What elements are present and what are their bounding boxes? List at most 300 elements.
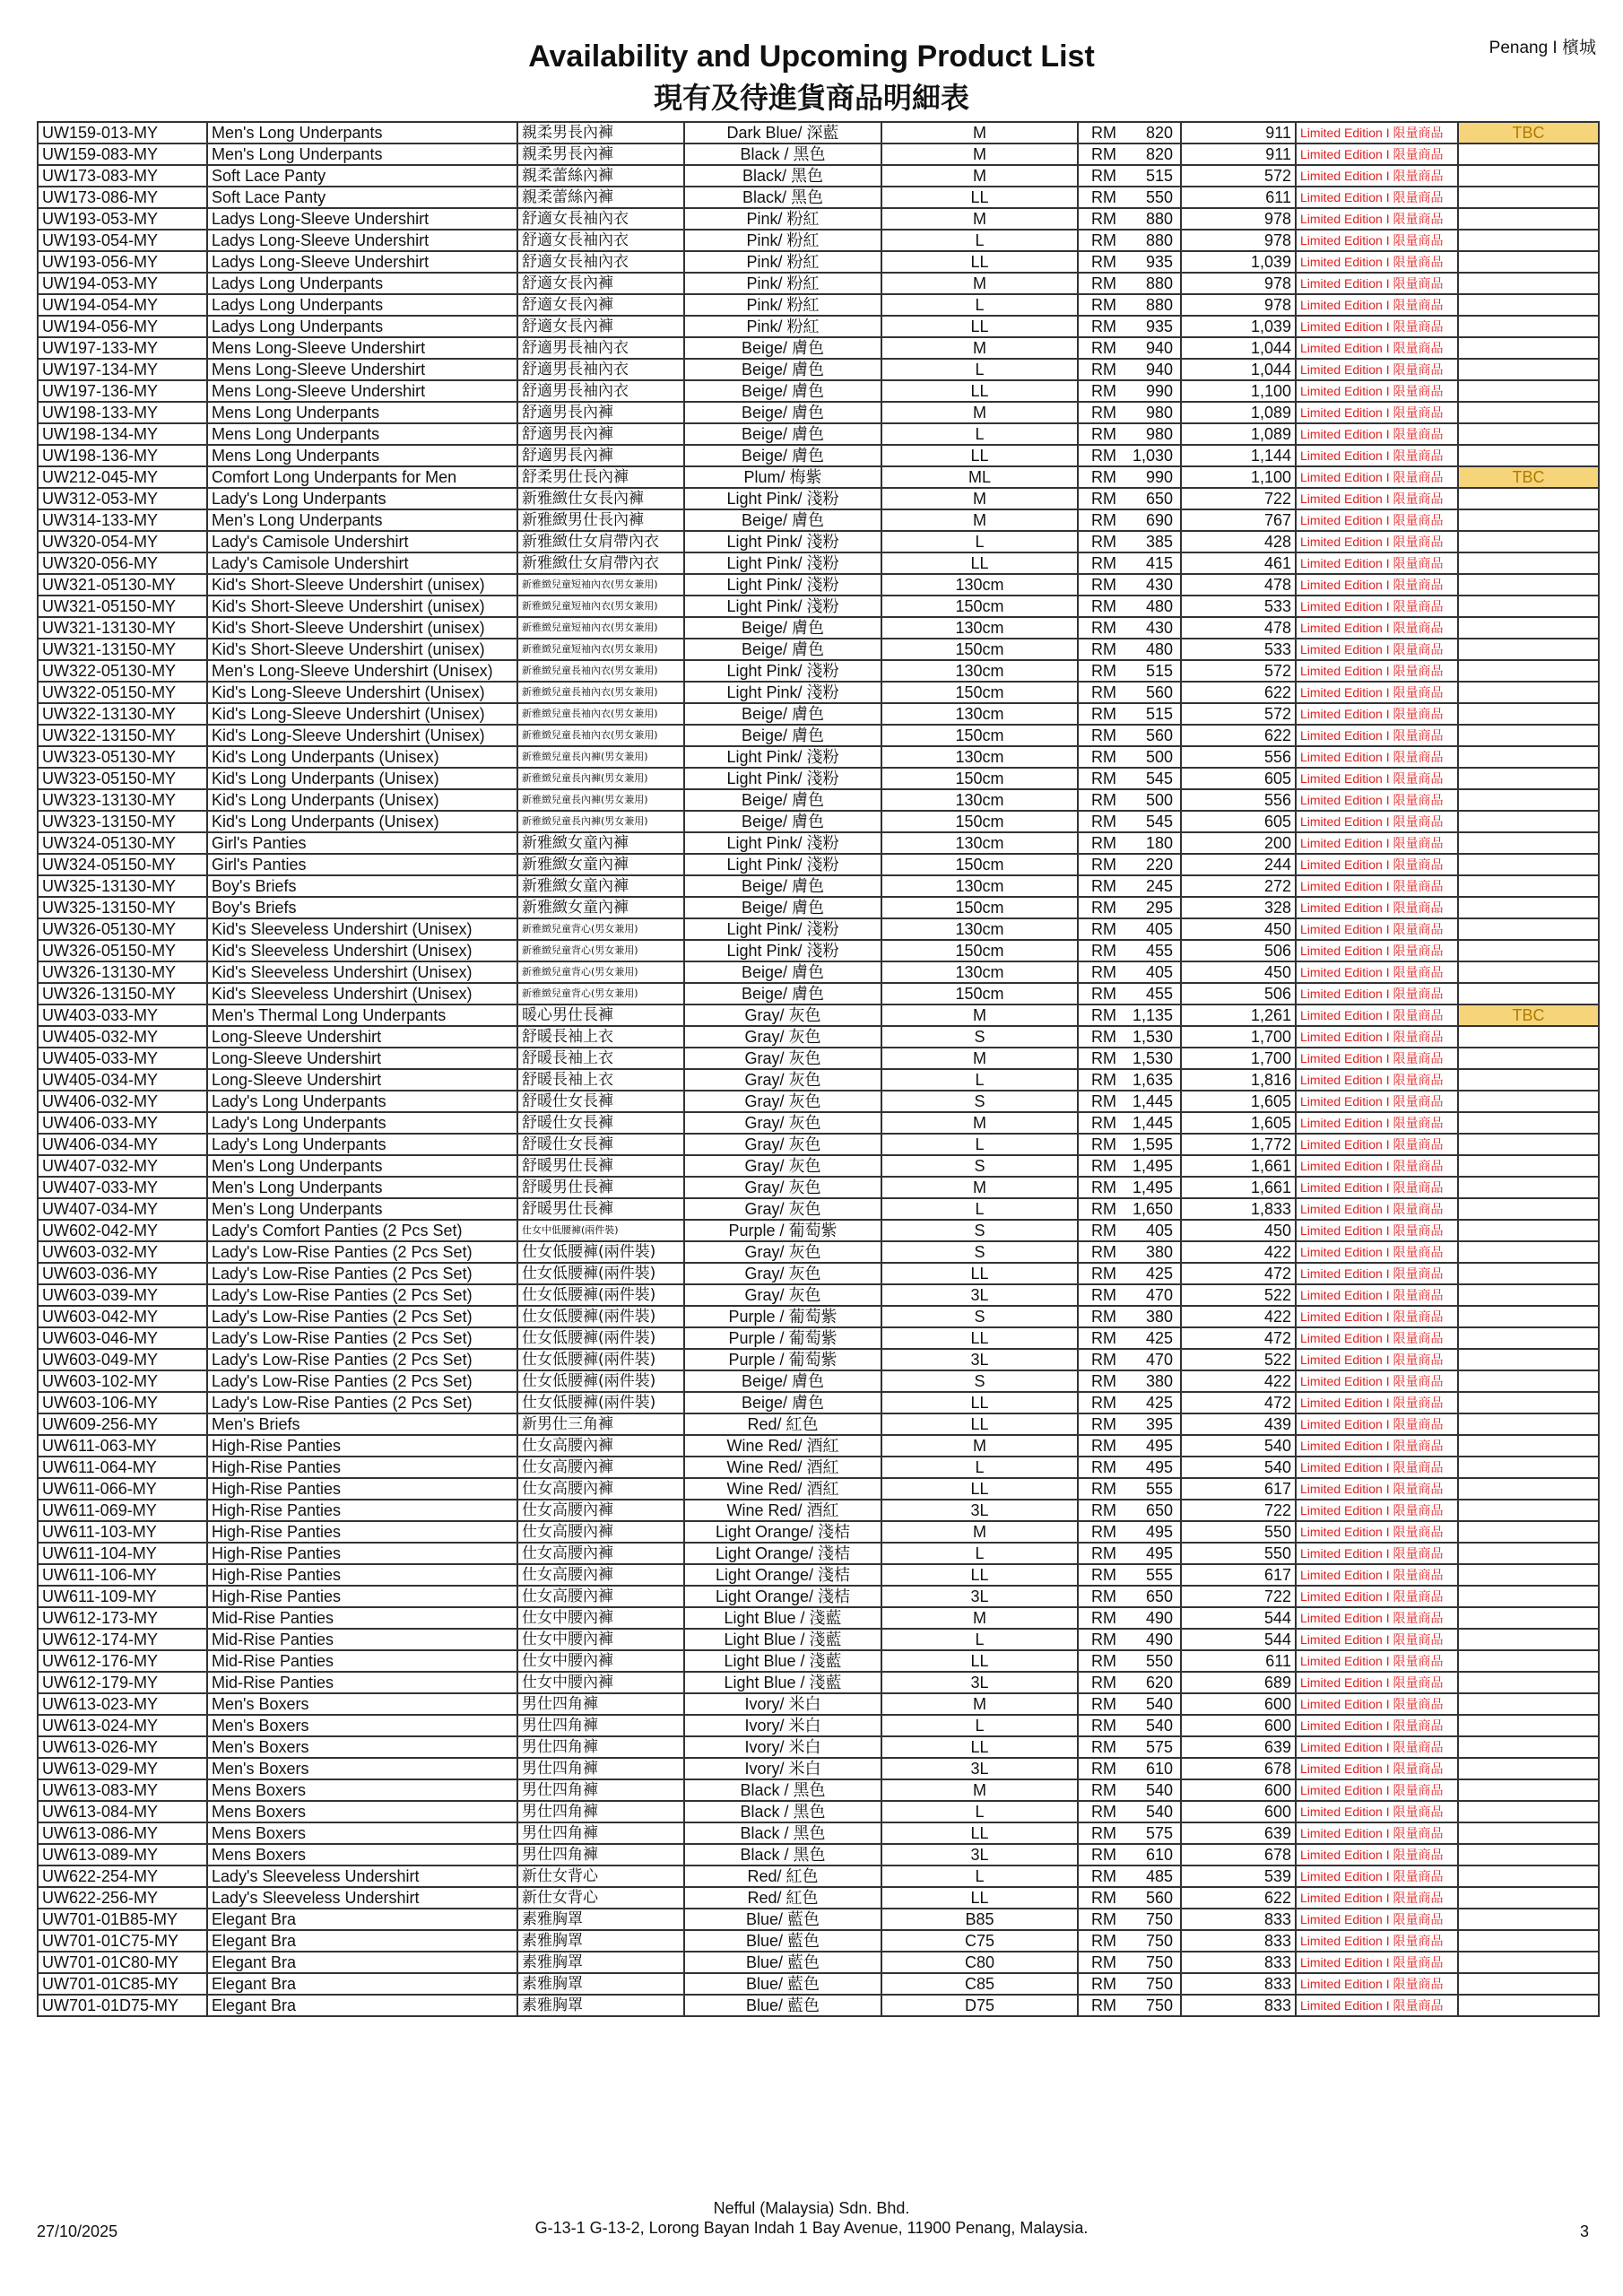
product-name-chinese: 男仕四角褲 bbox=[517, 1736, 684, 1758]
product-name-chinese: 舒適女長內褲 bbox=[517, 273, 684, 294]
product-size: L bbox=[881, 1198, 1078, 1220]
table-row bbox=[38, 1306, 1599, 1327]
availability-note bbox=[1458, 1026, 1599, 1048]
member-price: 500 bbox=[1127, 746, 1181, 768]
currency-label: RM bbox=[1078, 552, 1127, 574]
product-code: UW406-033-MY bbox=[38, 1112, 207, 1134]
table-row bbox=[38, 1758, 1599, 1779]
status-badge: Limited Edition I 限量商品 bbox=[1296, 811, 1458, 832]
retail-price: 1,044 bbox=[1181, 337, 1296, 359]
member-price: 245 bbox=[1127, 875, 1181, 897]
table-row bbox=[38, 187, 1599, 208]
product-name: Mid-Rise Panties bbox=[207, 1650, 517, 1672]
product-name: Kid's Sleeveless Undershirt (Unisex) bbox=[207, 940, 517, 961]
product-color: Beige/ 膚色 bbox=[684, 402, 881, 423]
retail-price: 911 bbox=[1181, 144, 1296, 165]
product-name-chinese: 新雅緻女童內褲 bbox=[517, 875, 684, 897]
product-name: Lady's Low-Rise Panties (2 Pcs Set) bbox=[207, 1370, 517, 1392]
retail-price: 200 bbox=[1181, 832, 1296, 854]
currency-label: RM bbox=[1078, 1586, 1127, 1607]
retail-price: 550 bbox=[1181, 1521, 1296, 1543]
product-size: 130cm bbox=[881, 918, 1078, 940]
retail-price: 439 bbox=[1181, 1413, 1296, 1435]
table-row bbox=[38, 703, 1599, 725]
table-row bbox=[38, 1715, 1599, 1736]
product-size: LL bbox=[881, 1736, 1078, 1758]
product-color: Ivory/ 米白 bbox=[684, 1715, 881, 1736]
member-price: 515 bbox=[1127, 660, 1181, 682]
table-row bbox=[38, 531, 1599, 552]
currency-label: RM bbox=[1078, 811, 1127, 832]
table-row bbox=[38, 402, 1599, 423]
retail-price: 622 bbox=[1181, 682, 1296, 703]
product-color: Ivory/ 米白 bbox=[684, 1758, 881, 1779]
product-name: Lady's Sleeveless Undershirt bbox=[207, 1887, 517, 1909]
product-color: Black / 黑色 bbox=[684, 1779, 881, 1801]
retail-price: 428 bbox=[1181, 531, 1296, 552]
product-color: Light Pink/ 淺粉 bbox=[684, 488, 881, 509]
product-name: Girl's Panties bbox=[207, 832, 517, 854]
retail-price: 328 bbox=[1181, 897, 1296, 918]
member-price: 1,445 bbox=[1127, 1091, 1181, 1112]
product-size: LL bbox=[881, 380, 1078, 402]
currency-label: RM bbox=[1078, 1177, 1127, 1198]
retail-price: 506 bbox=[1181, 940, 1296, 961]
product-name-chinese: 仕女低腰褲(兩件裝) bbox=[517, 1284, 684, 1306]
product-color: Wine Red/ 酒紅 bbox=[684, 1500, 881, 1521]
availability-note bbox=[1458, 1500, 1599, 1521]
product-name-chinese: 新仕女背心 bbox=[517, 1887, 684, 1909]
status-badge: Limited Edition I 限量商品 bbox=[1296, 531, 1458, 552]
availability-note bbox=[1458, 1478, 1599, 1500]
currency-label: RM bbox=[1078, 423, 1127, 445]
product-color: Light Blue / 淺藍 bbox=[684, 1650, 881, 1672]
member-price: 495 bbox=[1127, 1543, 1181, 1564]
product-size: M bbox=[881, 1177, 1078, 1198]
table-row bbox=[38, 725, 1599, 746]
availability-note bbox=[1458, 1155, 1599, 1177]
product-color: Beige/ 膚色 bbox=[684, 509, 881, 531]
product-name-chinese: 新仕女背心 bbox=[517, 1866, 684, 1887]
status-badge: Limited Edition I 限量商品 bbox=[1296, 639, 1458, 660]
product-name-chinese: 男仕四角褲 bbox=[517, 1715, 684, 1736]
product-name: Mid-Rise Panties bbox=[207, 1672, 517, 1693]
product-name-chinese: 舒暖仕女長褲 bbox=[517, 1091, 684, 1112]
product-name-chinese: 舒暖男仕長褲 bbox=[517, 1198, 684, 1220]
table-row bbox=[38, 1155, 1599, 1177]
product-size: M bbox=[881, 122, 1078, 144]
member-price: 515 bbox=[1127, 165, 1181, 187]
availability-note bbox=[1458, 1693, 1599, 1715]
product-name-chinese: 新雅緻兒童短袖內衣(男女兼用) bbox=[517, 574, 684, 596]
currency-label: RM bbox=[1078, 1370, 1127, 1392]
product-size: M bbox=[881, 273, 1078, 294]
product-color: Purple / 葡萄紫 bbox=[684, 1349, 881, 1370]
member-price: 560 bbox=[1127, 682, 1181, 703]
retail-price: 472 bbox=[1181, 1327, 1296, 1349]
retail-price: 544 bbox=[1181, 1629, 1296, 1650]
product-code: UW173-086-MY bbox=[38, 187, 207, 208]
currency-label: RM bbox=[1078, 1435, 1127, 1457]
product-name-chinese: 舒暖長袖上衣 bbox=[517, 1048, 684, 1069]
currency-label: RM bbox=[1078, 316, 1127, 337]
product-size: L bbox=[881, 294, 1078, 316]
table-row bbox=[38, 208, 1599, 230]
member-price: 540 bbox=[1127, 1779, 1181, 1801]
currency-label: RM bbox=[1078, 1091, 1127, 1112]
table-row bbox=[38, 596, 1599, 617]
table-row bbox=[38, 1370, 1599, 1392]
availability-note bbox=[1458, 617, 1599, 639]
retail-price: 1,144 bbox=[1181, 445, 1296, 466]
status-badge: Limited Edition I 限量商品 bbox=[1296, 1693, 1458, 1715]
product-code: UW198-134-MY bbox=[38, 423, 207, 445]
status-badge: Limited Edition I 限量商品 bbox=[1296, 230, 1458, 251]
currency-label: RM bbox=[1078, 466, 1127, 488]
product-name-chinese: 新雅緻兒童背心(男女兼用) bbox=[517, 983, 684, 1004]
member-price: 470 bbox=[1127, 1349, 1181, 1370]
product-color: Black/ 黑色 bbox=[684, 165, 881, 187]
table-row bbox=[38, 1392, 1599, 1413]
table-row bbox=[38, 854, 1599, 875]
availability-note bbox=[1458, 746, 1599, 768]
product-name: Men's Boxers bbox=[207, 1715, 517, 1736]
retail-price: 572 bbox=[1181, 703, 1296, 725]
status-badge: Limited Edition I 限量商品 bbox=[1296, 380, 1458, 402]
product-code: UW609-256-MY bbox=[38, 1413, 207, 1435]
table-row bbox=[38, 1866, 1599, 1887]
product-code: UW322-13130-MY bbox=[38, 703, 207, 725]
table-row bbox=[38, 165, 1599, 187]
table-row bbox=[38, 1091, 1599, 1112]
table-row bbox=[38, 1284, 1599, 1306]
product-size: 150cm bbox=[881, 639, 1078, 660]
product-size: M bbox=[881, 1779, 1078, 1801]
product-code: UW603-039-MY bbox=[38, 1284, 207, 1306]
status-badge: Limited Edition I 限量商品 bbox=[1296, 574, 1458, 596]
product-size: 130cm bbox=[881, 617, 1078, 639]
table-row bbox=[38, 1026, 1599, 1048]
status-badge: Limited Edition I 限量商品 bbox=[1296, 1779, 1458, 1801]
status-badge: Limited Edition I 限量商品 bbox=[1296, 1327, 1458, 1349]
retail-price: 461 bbox=[1181, 552, 1296, 574]
product-color: Black / 黑色 bbox=[684, 1844, 881, 1866]
member-price: 540 bbox=[1127, 1801, 1181, 1822]
status-badge: Limited Edition I 限量商品 bbox=[1296, 1392, 1458, 1413]
product-name-chinese: 舒暖仕女長褲 bbox=[517, 1134, 684, 1155]
product-code: UW611-109-MY bbox=[38, 1586, 207, 1607]
retail-price: 722 bbox=[1181, 1500, 1296, 1521]
availability-note bbox=[1458, 789, 1599, 811]
product-color: Light Pink/ 淺粉 bbox=[684, 682, 881, 703]
status-badge: Limited Edition I 限量商品 bbox=[1296, 359, 1458, 380]
availability-note bbox=[1458, 1952, 1599, 1973]
status-badge: Limited Edition I 限量商品 bbox=[1296, 273, 1458, 294]
member-price: 495 bbox=[1127, 1435, 1181, 1457]
currency-label: RM bbox=[1078, 1995, 1127, 2016]
member-price: 180 bbox=[1127, 832, 1181, 854]
status-badge: Limited Edition I 限量商品 bbox=[1296, 165, 1458, 187]
status-badge: Limited Edition I 限量商品 bbox=[1296, 1952, 1458, 1973]
retail-price: 422 bbox=[1181, 1241, 1296, 1263]
product-color: Blue/ 藍色 bbox=[684, 1930, 881, 1952]
table-row bbox=[38, 144, 1599, 165]
member-price: 550 bbox=[1127, 1650, 1181, 1672]
product-color: Beige/ 膚色 bbox=[684, 639, 881, 660]
product-code: UW407-033-MY bbox=[38, 1177, 207, 1198]
currency-label: RM bbox=[1078, 596, 1127, 617]
product-size: L bbox=[881, 1543, 1078, 1564]
currency-label: RM bbox=[1078, 445, 1127, 466]
product-code: UW322-13150-MY bbox=[38, 725, 207, 746]
product-name-chinese: 親柔蕾絲內褲 bbox=[517, 165, 684, 187]
member-price: 1,135 bbox=[1127, 1004, 1181, 1026]
product-code: UW197-134-MY bbox=[38, 359, 207, 380]
member-price: 1,030 bbox=[1127, 445, 1181, 466]
product-name-chinese: 素雅胸罩 bbox=[517, 1930, 684, 1952]
product-name: Elegant Bra bbox=[207, 1995, 517, 2016]
product-name: Men's Boxers bbox=[207, 1736, 517, 1758]
currency-label: RM bbox=[1078, 1004, 1127, 1026]
product-code: UW603-049-MY bbox=[38, 1349, 207, 1370]
product-size: M bbox=[881, 1693, 1078, 1715]
member-price: 940 bbox=[1127, 337, 1181, 359]
table-row bbox=[38, 1586, 1599, 1607]
status-badge: Limited Edition I 限量商品 bbox=[1296, 1995, 1458, 2016]
table-row bbox=[38, 1564, 1599, 1586]
product-color: Blue/ 藍色 bbox=[684, 1909, 881, 1930]
product-code: UW613-029-MY bbox=[38, 1758, 207, 1779]
product-name: Kid's Sleeveless Undershirt (Unisex) bbox=[207, 983, 517, 1004]
currency-label: RM bbox=[1078, 1672, 1127, 1693]
availability-note bbox=[1458, 1543, 1599, 1564]
product-color: Red/ 紅色 bbox=[684, 1887, 881, 1909]
member-price: 490 bbox=[1127, 1629, 1181, 1650]
status-badge: Limited Edition I 限量商品 bbox=[1296, 1349, 1458, 1370]
availability-note bbox=[1458, 574, 1599, 596]
status-badge: Limited Edition I 限量商品 bbox=[1296, 682, 1458, 703]
footer-date: 27/10/2025 bbox=[37, 2222, 118, 2240]
table-row bbox=[38, 1629, 1599, 1650]
table-row bbox=[38, 509, 1599, 531]
status-badge: Limited Edition I 限量商品 bbox=[1296, 789, 1458, 811]
product-name: Boy's Briefs bbox=[207, 897, 517, 918]
product-code: UW603-106-MY bbox=[38, 1392, 207, 1413]
member-price: 1,650 bbox=[1127, 1198, 1181, 1220]
product-code: UW326-05150-MY bbox=[38, 940, 207, 961]
product-name-chinese: 新雅緻兒童短袖內衣(男女兼用) bbox=[517, 596, 684, 617]
product-name-chinese: 素雅胸罩 bbox=[517, 1973, 684, 1995]
availability-note bbox=[1458, 1758, 1599, 1779]
currency-label: RM bbox=[1078, 617, 1127, 639]
member-price: 395 bbox=[1127, 1413, 1181, 1435]
product-size: 3L bbox=[881, 1758, 1078, 1779]
member-price: 380 bbox=[1127, 1306, 1181, 1327]
product-name: Mid-Rise Panties bbox=[207, 1607, 517, 1629]
table-row bbox=[38, 617, 1599, 639]
member-price: 380 bbox=[1127, 1370, 1181, 1392]
product-color: Light Pink/ 淺粉 bbox=[684, 854, 881, 875]
member-price: 610 bbox=[1127, 1844, 1181, 1866]
product-size: M bbox=[881, 402, 1078, 423]
product-code: UW611-063-MY bbox=[38, 1435, 207, 1457]
product-name-chinese: 仕女高腰內褲 bbox=[517, 1521, 684, 1543]
product-code: UW322-05150-MY bbox=[38, 682, 207, 703]
status-badge: Limited Edition I 限量商品 bbox=[1296, 1220, 1458, 1241]
product-name: Men's Boxers bbox=[207, 1693, 517, 1715]
status-badge: Limited Edition I 限量商品 bbox=[1296, 897, 1458, 918]
product-color: Beige/ 膚色 bbox=[684, 811, 881, 832]
availability-note bbox=[1458, 1091, 1599, 1112]
product-name: Men's Long-Sleeve Undershirt (Unisex) bbox=[207, 660, 517, 682]
product-name: Men's Long Underpants bbox=[207, 122, 517, 144]
member-price: 880 bbox=[1127, 230, 1181, 251]
status-badge: Limited Edition I 限量商品 bbox=[1296, 144, 1458, 165]
product-size: C80 bbox=[881, 1952, 1078, 1973]
status-badge: Limited Edition I 限量商品 bbox=[1296, 1564, 1458, 1586]
product-code: UW326-13150-MY bbox=[38, 983, 207, 1004]
product-name: High-Rise Panties bbox=[207, 1521, 517, 1543]
retail-price: 472 bbox=[1181, 1263, 1296, 1284]
status-badge: Limited Edition I 限量商品 bbox=[1296, 316, 1458, 337]
product-name: High-Rise Panties bbox=[207, 1435, 517, 1457]
currency-label: RM bbox=[1078, 1306, 1127, 1327]
product-color: Gray/ 灰色 bbox=[684, 1004, 881, 1026]
product-name: Men's Thermal Long Underpants bbox=[207, 1004, 517, 1026]
product-name: Lady's Low-Rise Panties (2 Pcs Set) bbox=[207, 1327, 517, 1349]
availability-note bbox=[1458, 208, 1599, 230]
status-badge: Limited Edition I 限量商品 bbox=[1296, 725, 1458, 746]
table-row bbox=[38, 1500, 1599, 1521]
product-name: High-Rise Panties bbox=[207, 1457, 517, 1478]
product-name: Ladys Long-Sleeve Undershirt bbox=[207, 251, 517, 273]
status-badge: Limited Edition I 限量商品 bbox=[1296, 1672, 1458, 1693]
product-color: Dark Blue/ 深藍 bbox=[684, 122, 881, 144]
product-color: Beige/ 膚色 bbox=[684, 983, 881, 1004]
product-color: Beige/ 膚色 bbox=[684, 423, 881, 445]
status-badge: Limited Edition I 限量商品 bbox=[1296, 1909, 1458, 1930]
product-name: Kid's Long Underpants (Unisex) bbox=[207, 746, 517, 768]
availability-note bbox=[1458, 897, 1599, 918]
currency-label: RM bbox=[1078, 1048, 1127, 1069]
status-badge: Limited Edition I 限量商品 bbox=[1296, 251, 1458, 273]
availability-note bbox=[1458, 768, 1599, 789]
status-badge: Limited Edition I 限量商品 bbox=[1296, 1457, 1458, 1478]
status-badge: Limited Edition I 限量商品 bbox=[1296, 187, 1458, 208]
retail-price: 556 bbox=[1181, 746, 1296, 768]
product-name-chinese: 新雅緻兒童短袖內衣(男女兼用) bbox=[517, 639, 684, 660]
member-price: 610 bbox=[1127, 1758, 1181, 1779]
availability-note bbox=[1458, 1607, 1599, 1629]
product-size: M bbox=[881, 208, 1078, 230]
status-badge: Limited Edition I 限量商品 bbox=[1296, 596, 1458, 617]
retail-price: 1,772 bbox=[1181, 1134, 1296, 1155]
status-badge: Limited Edition I 限量商品 bbox=[1296, 1844, 1458, 1866]
status-badge: Limited Edition I 限量商品 bbox=[1296, 1155, 1458, 1177]
retail-price: 1,089 bbox=[1181, 423, 1296, 445]
product-color: Gray/ 灰色 bbox=[684, 1091, 881, 1112]
availability-note: TBC bbox=[1458, 1004, 1599, 1026]
availability-note bbox=[1458, 1822, 1599, 1844]
product-code: UW403-033-MY bbox=[38, 1004, 207, 1026]
member-price: 750 bbox=[1127, 1952, 1181, 1973]
member-price: 1,495 bbox=[1127, 1177, 1181, 1198]
product-code: UW612-174-MY bbox=[38, 1629, 207, 1650]
retail-price: 1,700 bbox=[1181, 1048, 1296, 1069]
product-name-chinese: 仕女中腰內褲 bbox=[517, 1629, 684, 1650]
table-row bbox=[38, 1327, 1599, 1349]
product-code: UW612-173-MY bbox=[38, 1607, 207, 1629]
product-color: Beige/ 膚色 bbox=[684, 359, 881, 380]
member-price: 545 bbox=[1127, 768, 1181, 789]
product-color: Red/ 紅色 bbox=[684, 1866, 881, 1887]
status-badge: Limited Edition I 限量商品 bbox=[1296, 1112, 1458, 1134]
availability-note bbox=[1458, 1909, 1599, 1930]
product-code: UW622-254-MY bbox=[38, 1866, 207, 1887]
status-badge: Limited Edition I 限量商品 bbox=[1296, 1026, 1458, 1048]
availability-note bbox=[1458, 1327, 1599, 1349]
product-color: Beige/ 膚色 bbox=[684, 897, 881, 918]
availability-note bbox=[1458, 1564, 1599, 1586]
retail-price: 1,089 bbox=[1181, 402, 1296, 423]
product-code: UW324-05150-MY bbox=[38, 854, 207, 875]
table-row bbox=[38, 122, 1599, 144]
product-size: L bbox=[881, 531, 1078, 552]
product-name: Elegant Bra bbox=[207, 1952, 517, 1973]
product-color: Light Blue / 淺藍 bbox=[684, 1607, 881, 1629]
retail-price: 540 bbox=[1181, 1457, 1296, 1478]
product-color: Beige/ 膚色 bbox=[684, 961, 881, 983]
member-price: 555 bbox=[1127, 1564, 1181, 1586]
status-badge: Limited Edition I 限量商品 bbox=[1296, 1370, 1458, 1392]
product-code: UW611-064-MY bbox=[38, 1457, 207, 1478]
table-row bbox=[38, 1457, 1599, 1478]
product-name: Kid's Short-Sleeve Undershirt (unisex) bbox=[207, 596, 517, 617]
availability-note bbox=[1458, 832, 1599, 854]
member-price: 480 bbox=[1127, 639, 1181, 660]
product-code: UW323-05130-MY bbox=[38, 746, 207, 768]
product-color: Light Pink/ 淺粉 bbox=[684, 574, 881, 596]
table-row bbox=[38, 1779, 1599, 1801]
availability-note bbox=[1458, 703, 1599, 725]
product-code: UW159-083-MY bbox=[38, 144, 207, 165]
table-row bbox=[38, 918, 1599, 940]
product-size: 130cm bbox=[881, 574, 1078, 596]
product-size: 150cm bbox=[881, 682, 1078, 703]
product-color: Beige/ 膚色 bbox=[684, 617, 881, 639]
product-size: 130cm bbox=[881, 660, 1078, 682]
member-price: 980 bbox=[1127, 423, 1181, 445]
status-badge: Limited Edition I 限量商品 bbox=[1296, 961, 1458, 983]
product-size: L bbox=[881, 1866, 1078, 1887]
product-name-chinese: 新雅緻兒童長內褲(男女兼用) bbox=[517, 746, 684, 768]
retail-price: 833 bbox=[1181, 1930, 1296, 1952]
product-size: L bbox=[881, 423, 1078, 445]
product-color: Purple / 葡萄紫 bbox=[684, 1220, 881, 1241]
product-name: Lady's Camisole Undershirt bbox=[207, 552, 517, 574]
product-color: Ivory/ 米白 bbox=[684, 1693, 881, 1715]
product-size: M bbox=[881, 488, 1078, 509]
product-name-chinese: 親柔男長內褲 bbox=[517, 144, 684, 165]
product-size: LL bbox=[881, 1392, 1078, 1413]
product-code: UW603-036-MY bbox=[38, 1263, 207, 1284]
product-size: S bbox=[881, 1091, 1078, 1112]
member-price: 650 bbox=[1127, 488, 1181, 509]
status-badge: Limited Edition I 限量商品 bbox=[1296, 1586, 1458, 1607]
member-price: 880 bbox=[1127, 273, 1181, 294]
status-badge: Limited Edition I 限量商品 bbox=[1296, 1930, 1458, 1952]
product-name-chinese: 仕女低腰褲(兩件裝) bbox=[517, 1392, 684, 1413]
